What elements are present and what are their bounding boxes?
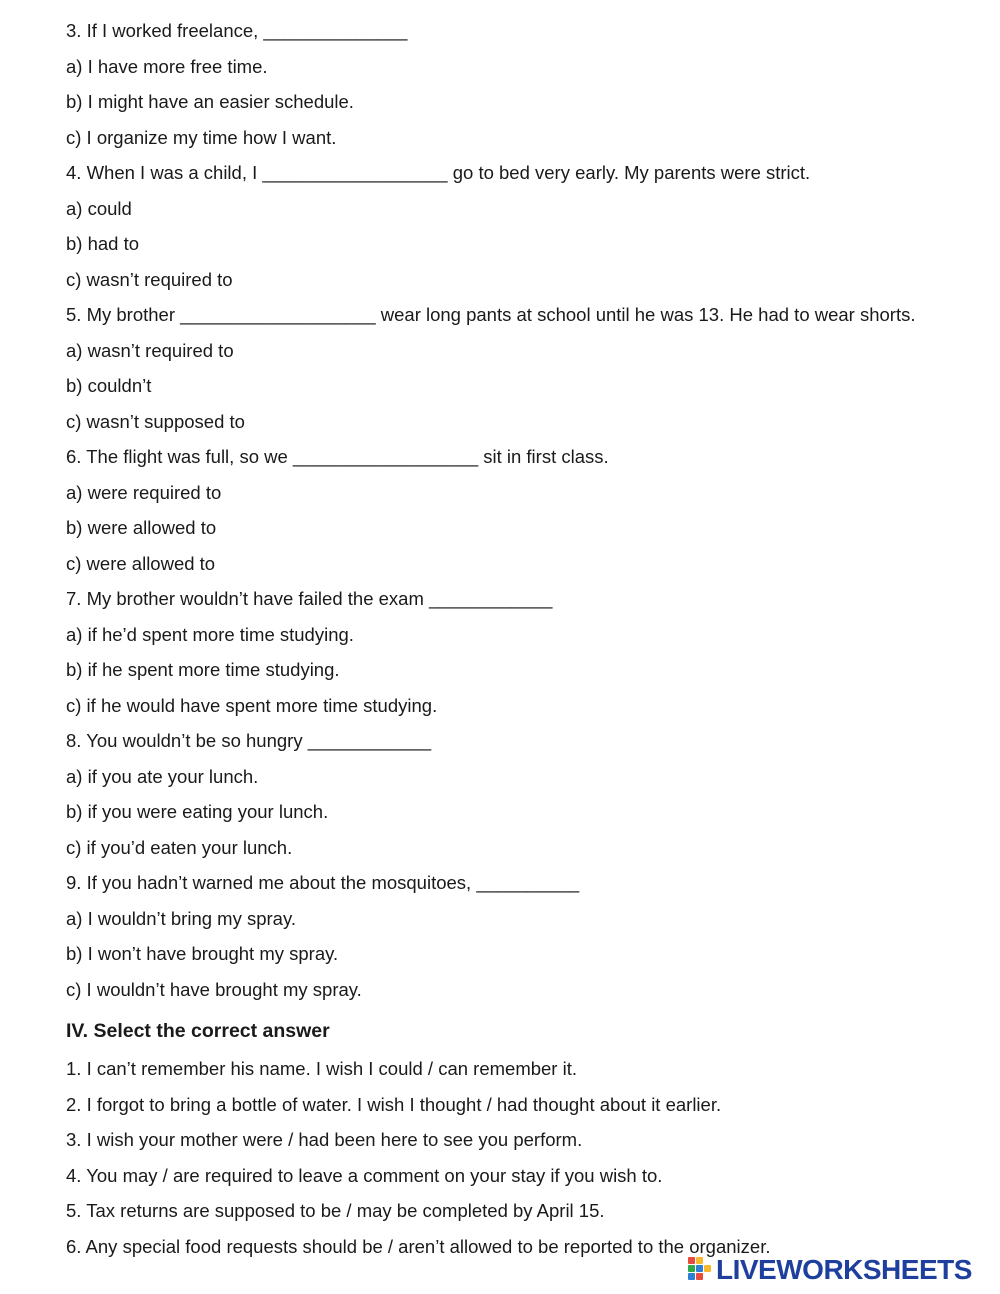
- select-item-4: 4. You may / are required to leave a comment on your stay if you wish to.: [66, 1165, 663, 1186]
- option-9b: b) I won’t have brought my spray.: [66, 943, 339, 964]
- option-6a: a) were required to: [66, 482, 222, 503]
- option-7b: b) if he spent more time studying.: [66, 659, 340, 680]
- liveworksheets-logo-icon: [688, 1257, 710, 1283]
- option-6b: b) were allowed to: [66, 517, 217, 538]
- option-4c: c) wasn’t required to: [66, 269, 233, 290]
- select-item-2: 2. I forgot to bring a bottle of water. I wish I thought / had thought about it earlier.: [66, 1094, 722, 1115]
- liveworksheets-logo[interactable]: [688, 1254, 972, 1286]
- option-7a: a) if he’d spent more time studying.: [66, 624, 354, 645]
- question-3: 3. If I worked freelance, ______________: [66, 20, 408, 41]
- option-3b: b) I might have an easier schedule.: [66, 91, 354, 112]
- select-item-5: 5. Tax returns are supposed to be / may be completed by April 15.: [66, 1200, 605, 1221]
- question-6: 6. The flight was full, so we __________________ sit in first class.: [66, 446, 609, 467]
- option-9a: a) I wouldn’t bring my spray.: [66, 908, 296, 929]
- select-item-3: 3. I wish your mother were / had been here to see you perform.: [66, 1129, 583, 1150]
- question-7: 7. My brother wouldn’t have failed the exam ____________: [66, 588, 553, 609]
- liveworksheets-logo-text: LIVEWORKSHEETS: [716, 1254, 972, 1285]
- option-5c: c) wasn’t supposed to: [66, 411, 245, 432]
- option-3c: c) I organize my time how I want.: [66, 127, 337, 148]
- select-item-6: 6. Any special food requests should be / aren’t allowed to be reported to the organizer.: [66, 1236, 771, 1257]
- option-8c: c) if you’d eaten your lunch.: [66, 837, 293, 858]
- option-6c: c) were allowed to: [66, 553, 216, 574]
- question-9: 9. If you hadn’t warned me about the mosquitoes, __________: [66, 872, 580, 893]
- question-4: 4. When I was a child, I __________________ go to bed very early. My parents were strict.: [66, 162, 811, 183]
- option-9c: c) I wouldn’t have brought my spray.: [66, 979, 362, 1000]
- select-item-1: 1. I can’t remember his name. I wish I could / can remember it.: [66, 1058, 577, 1079]
- option-8b: b) if you were eating your lunch.: [66, 801, 329, 822]
- question-8: 8. You wouldn’t be so hungry ____________: [66, 730, 432, 751]
- option-4a: a) could: [66, 198, 132, 219]
- question-5: 5. My brother ___________________ wear long pants at school until he was 13. He had to wear shorts.: [66, 304, 916, 325]
- section-4-heading: IV. Select the correct answer: [66, 1020, 330, 1042]
- option-4b: b) had to: [66, 233, 140, 254]
- option-5a: a) wasn’t required to: [66, 340, 234, 361]
- option-3a: a) I have more free time.: [66, 56, 268, 77]
- option-5b: b) couldn’t: [66, 375, 152, 396]
- option-8a: a) if you ate your lunch.: [66, 766, 259, 787]
- option-7c: c) if he would have spent more time studying.: [66, 695, 438, 716]
